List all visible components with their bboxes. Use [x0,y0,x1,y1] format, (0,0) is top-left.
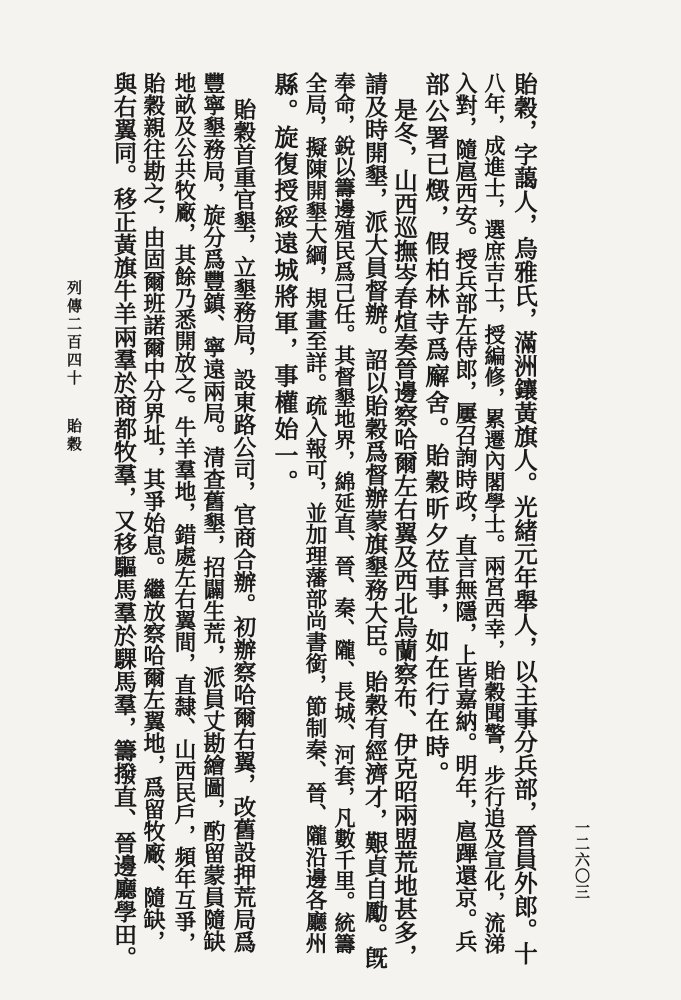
running-head-name: 貽穀 [65,418,83,454]
text-column-4: 部公署已燬，假柏林寺爲廨舍。貽穀昕夕莅事，如在行在時。 [421,72,450,788]
text-column-1: 貽穀，字藹人，烏雅氏，滿洲鑲黃旗人。光緒元年舉人，以主事分兵部，晉員外郎。十 [510,72,538,965]
text-column-13: 貽穀親往勘之，由固爾班諾爾中分界址，其爭始息。繼放察哈爾左翼地，爲留牧廠、隨缺， [140,72,166,952]
text-column-10: 貽穀首重官墾，立墾務局，設東路公司，官商合辦。初辦察哈爾右翼，改舊設押荒局爲 [230,98,256,953]
text-column-9: 縣。旋復授綏遠城將軍，事權始一。 [270,72,299,496]
running-head-title: 列傳二百四十 [65,280,83,388]
text-column-7: 奉命，銳以籌邊殖民爲己任。其督墾地界，綿延直、晉、秦、隴、長城、河套，凡數千里。統籌 [332,72,357,954]
text-column-8: 全局，擬陳開墾大綱，規畫至詳。疏入報可，並加理藩部尚書銜，節制秦、晉、隴沿邊各廳州 [302,72,327,954]
text-column-12: 地畝及公共牧廠，其餘乃悉開放之。牛羊羣地，錯處左右翼間，直隸、山西民戶，頻年互爭， [171,72,196,954]
text-column-11: 豐寧墾務局，旋分爲豐鎮、寧遠兩局。清查舊墾，招闢生荒，派員丈勘繪圖，酌留蒙員隨缺 [200,72,226,952]
text-column-3: 入對，隨扈西安。授兵部左侍郎，屢召詢時政，直言無隱，上皆嘉納。明年，扈蹕還京。兵 [452,72,478,952]
text-column-14: 與右翼同。移正黃旗牛羊兩羣於商都牧羣，又移驅馬羣於騍馬羣，籌撥直、晉邊廳學田。 [110,72,137,969]
text-column-5: 是冬，山西巡撫岑春煊奏晉邊察哈爾左右翼及西北烏蘭察布、伊克昭兩盟荒地甚多， [390,98,418,968]
page-number: 一二六〇三 [573,820,591,900]
text-column-6: 請及時開墾，派大員督辦。詔以貽穀爲督辦蒙旗墾務大臣。貽穀有經濟才，艱貞自勵。旣 [361,72,388,969]
text-column-2: 八年，成進士，選庶吉士，授編修，累遷內閣學士。兩宮西幸，貽穀聞警，步行追及宣化，流涕 [482,72,507,954]
running-head [64,280,85,454]
